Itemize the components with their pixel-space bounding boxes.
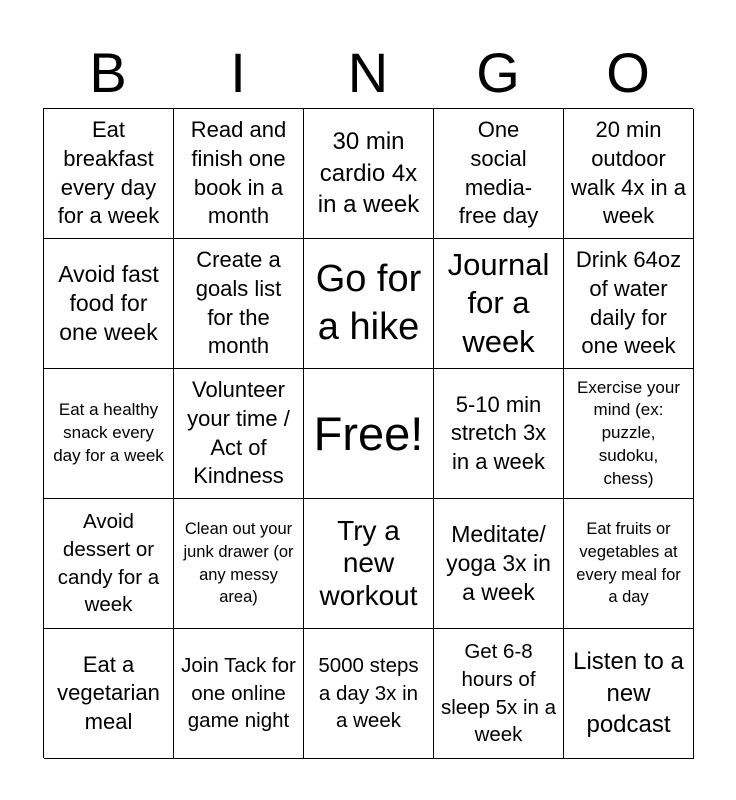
- cell-text: Go for a hike: [315, 257, 422, 348]
- bingo-cell-r3c2[interactable]: [174, 369, 304, 499]
- bingo-cell-r1c3[interactable]: [304, 109, 434, 239]
- bingo-cell-r1c4[interactable]: [434, 109, 564, 239]
- cell-text: Exercise your mind (ex: puzzle, sudoku, chess): [577, 377, 680, 488]
- header-letter-i: I: [230, 41, 246, 104]
- bingo-cell-r4c1[interactable]: [44, 499, 174, 629]
- bingo-cell-r1c1[interactable]: [44, 109, 174, 239]
- cell-text: Try a new workout: [319, 515, 418, 611]
- cell-text: Listen to a new podcast: [573, 647, 684, 739]
- bingo-cell-r4c2[interactable]: [174, 499, 304, 629]
- bingo-cell-r2c3[interactable]: [304, 239, 434, 369]
- cell-text: Eat a healthy snack every day for a week: [53, 400, 164, 465]
- cell-text: Eat fruits or vegetables at every meal for a day: [576, 519, 681, 607]
- bingo-cell-r3c1[interactable]: [44, 369, 174, 499]
- cell-text: 5-10 min stretch 3x in a week: [450, 391, 547, 474]
- cell-text: Read and finish one book in a month: [190, 117, 287, 229]
- cell-text: Avoid fast food for one week: [58, 261, 159, 345]
- bingo-cell-r1c2[interactable]: [174, 109, 304, 239]
- bingo-cell-r3c3[interactable]: [304, 369, 434, 499]
- bingo-cell-r5c3[interactable]: [304, 629, 434, 759]
- cell-text: Meditate/ yoga 3x in a week: [446, 521, 551, 605]
- cell-text: One social media-free day: [458, 117, 539, 229]
- bingo-cell-r4c4[interactable]: [434, 499, 564, 629]
- header-letter-o: O: [606, 41, 650, 104]
- bingo-cell-r5c5[interactable]: [564, 629, 694, 759]
- cell-text: 5000 steps a day 3x in a week: [318, 653, 419, 733]
- cell-text: Clean out your junk drawer (or any messy area): [183, 519, 294, 607]
- bingo-cell-r5c4[interactable]: [434, 629, 564, 759]
- bingo-header: [43, 38, 693, 108]
- cell-text: Join Tack for one online game night: [181, 653, 296, 733]
- bingo-cell-r2c5[interactable]: [564, 239, 694, 369]
- bingo-cell-r2c4[interactable]: [434, 239, 564, 369]
- cell-text: Get 6-8 hours of sleep 5x in a week: [440, 639, 557, 747]
- bingo-cell-r2c2[interactable]: [174, 239, 304, 369]
- cell-text: Drink 64oz of water daily for one week: [575, 247, 682, 359]
- header-letter-b: B: [89, 41, 127, 104]
- cell-text: Free!: [313, 407, 424, 460]
- cell-text: Eat breakfast every day for a week: [57, 117, 160, 229]
- bingo-cell-r3c5[interactable]: [564, 369, 694, 499]
- cell-text: Volunteer your time / Act of Kindness: [187, 377, 290, 489]
- bingo-cell-r4c5[interactable]: [564, 499, 694, 629]
- bingo-cell-r4c3[interactable]: [304, 499, 434, 629]
- bingo-cell-r2c1[interactable]: [44, 239, 174, 369]
- bingo-grid: [43, 108, 693, 758]
- bingo-cell-r1c5[interactable]: [564, 109, 694, 239]
- header-letter-g: G: [476, 41, 520, 104]
- bingo-cell-r5c2[interactable]: [174, 629, 304, 759]
- header-letter-n: N: [347, 41, 389, 104]
- bingo-cell-r3c4[interactable]: [434, 369, 564, 499]
- cell-text: 30 min cardio 4x in a week: [317, 127, 420, 219]
- cell-text: Journal for a week: [447, 247, 550, 359]
- cell-text: 20 min outdoor walk 4x in a week: [571, 117, 686, 229]
- bingo-cell-r5c1[interactable]: [44, 629, 174, 759]
- cell-text: Avoid dessert or candy for a week: [57, 509, 160, 617]
- cell-text: Create a goals list for the month: [195, 247, 282, 359]
- cell-text: Eat a vegetarian meal: [57, 651, 160, 734]
